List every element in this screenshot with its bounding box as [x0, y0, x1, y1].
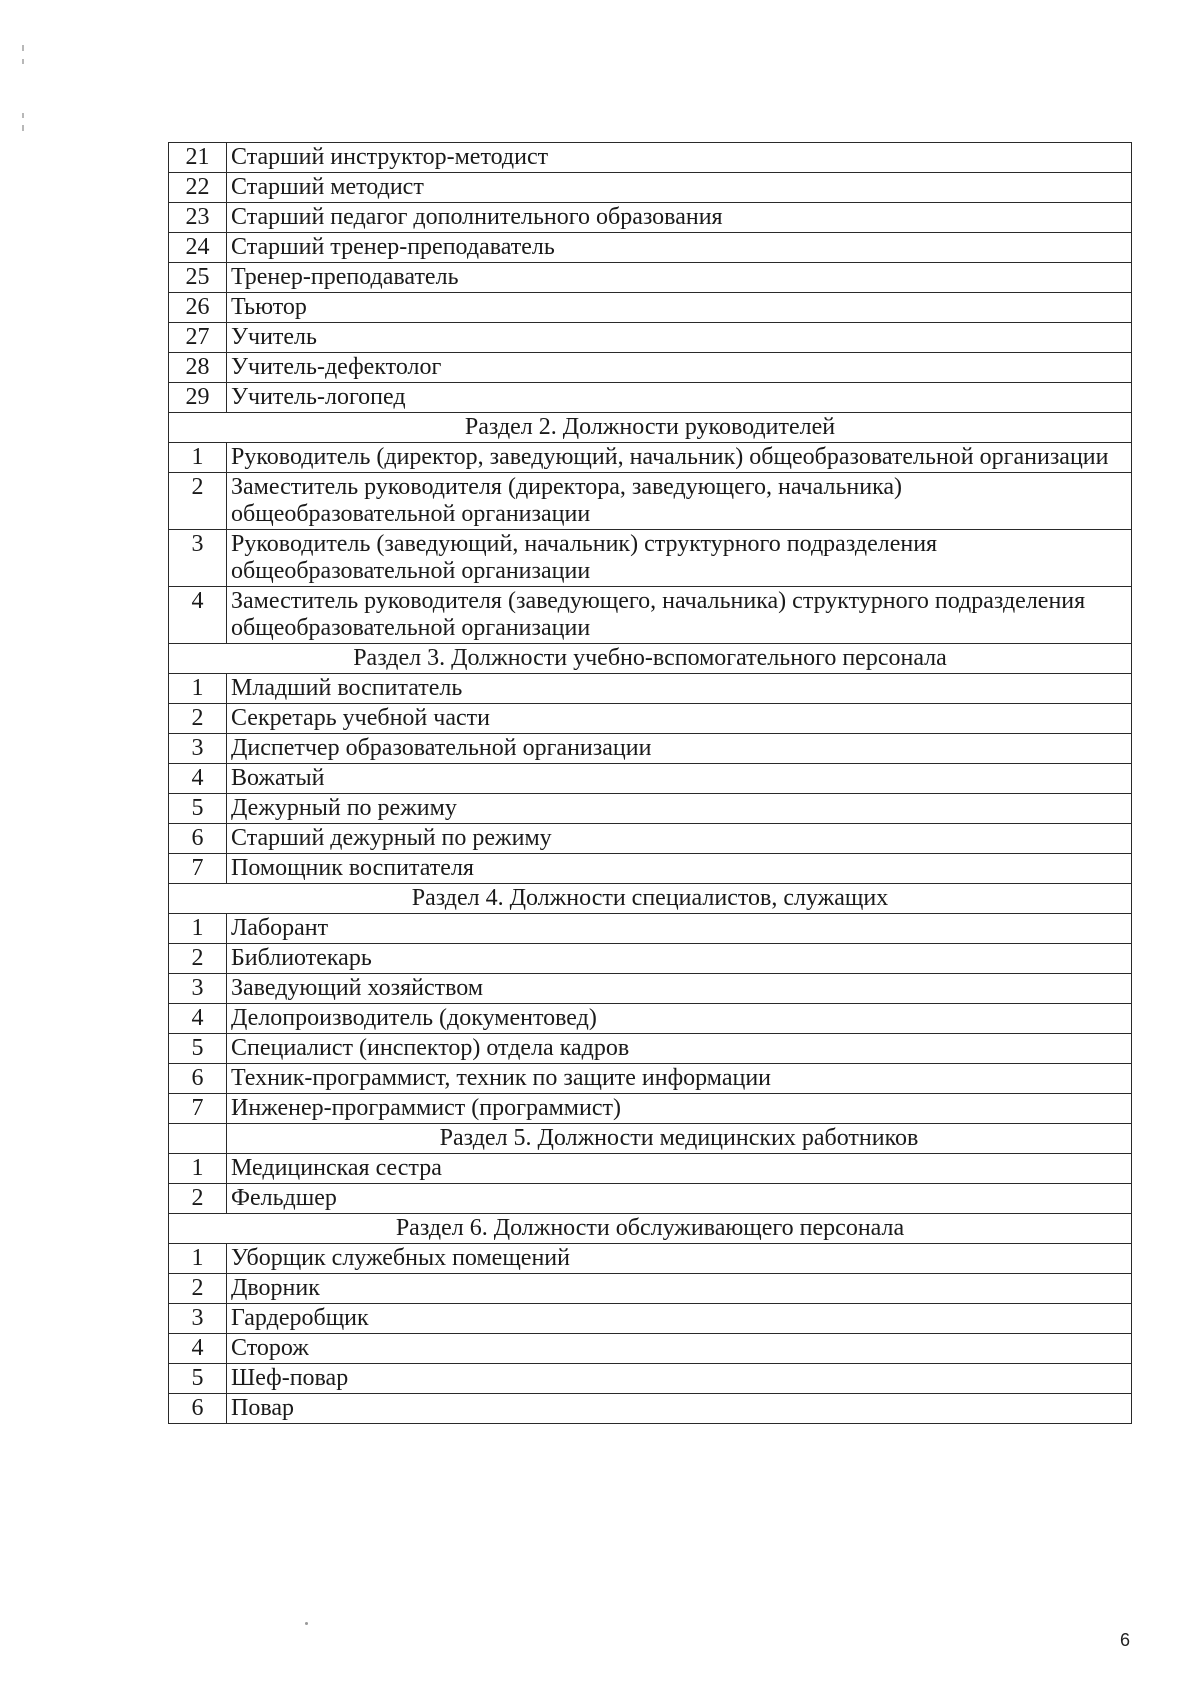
- row-number: 21: [169, 143, 227, 173]
- row-number: 26: [169, 293, 227, 323]
- position-name: Уборщик служебных помещений: [227, 1244, 1132, 1274]
- row-number: 6: [169, 824, 227, 854]
- table-row: [169, 1364, 1132, 1394]
- row-number: 2: [169, 473, 227, 530]
- table-row: [169, 1184, 1132, 1214]
- position-name: Техник-программист, техник по защите информации: [227, 1064, 1132, 1094]
- row-number: 3: [169, 1304, 227, 1334]
- table-row: [169, 293, 1132, 323]
- row-number: 5: [169, 1364, 227, 1394]
- position-name: Помощник воспитателя: [227, 854, 1132, 884]
- table-row: [169, 143, 1132, 173]
- position-name: Руководитель (заведующий, начальник) структурного подразделения общеобразовательной организации: [227, 530, 1132, 587]
- table-row: [169, 914, 1132, 944]
- position-name: Заместитель руководителя (заведующего, начальника) структурного подразделения общеобразовательной организации: [227, 587, 1132, 644]
- row-number: 5: [169, 1034, 227, 1064]
- row-number-empty: [169, 1124, 227, 1154]
- row-number: 27: [169, 323, 227, 353]
- row-number: 2: [169, 944, 227, 974]
- section-header-row: [169, 413, 1132, 443]
- table-row: [169, 443, 1132, 473]
- position-name: Шеф-повар: [227, 1364, 1132, 1394]
- table-row: [169, 587, 1132, 644]
- position-name: Учитель-дефектолог: [227, 353, 1132, 383]
- table-row: [169, 263, 1132, 293]
- scan-speck: [305, 1622, 308, 1625]
- position-name: Заместитель руководителя (директора, заведующего, начальника) общеобразовательной организации: [227, 473, 1132, 530]
- row-number: 24: [169, 233, 227, 263]
- position-name: Дворник: [227, 1274, 1132, 1304]
- page-number: 6: [1120, 1630, 1131, 1650]
- section-title: Раздел 5. Должности медицинских работников: [227, 1124, 1132, 1154]
- table-row: [169, 203, 1132, 233]
- scan-artifact: [22, 45, 26, 135]
- table-row: [169, 353, 1132, 383]
- position-name: Тьютор: [227, 293, 1132, 323]
- row-number: 3: [169, 974, 227, 1004]
- position-name: Учитель: [227, 323, 1132, 353]
- table-row: [169, 974, 1132, 1004]
- table-row: [169, 1304, 1132, 1334]
- row-number: 22: [169, 173, 227, 203]
- position-name: Повар: [227, 1394, 1132, 1424]
- position-name: Инженер-программист (программист): [227, 1094, 1132, 1124]
- table-row: [169, 704, 1132, 734]
- positions-table: [168, 142, 1132, 1424]
- table-row: [169, 530, 1132, 587]
- position-name: Старший дежурный по режиму: [227, 824, 1132, 854]
- table-row: [169, 1094, 1132, 1124]
- section-title: Раздел 3. Должности учебно-вспомогательного персонала: [169, 644, 1132, 674]
- table-row: [169, 1064, 1132, 1094]
- position-name: Делопроизводитель (документовед): [227, 1004, 1132, 1034]
- position-name: Секретарь учебной части: [227, 704, 1132, 734]
- table-row: [169, 674, 1132, 704]
- position-name: Старший тренер-преподаватель: [227, 233, 1132, 263]
- row-number: 5: [169, 794, 227, 824]
- position-name: Дежурный по режиму: [227, 794, 1132, 824]
- position-name: Руководитель (директор, заведующий, начальник) общеобразовательной организации: [227, 443, 1132, 473]
- position-name: Сторож: [227, 1334, 1132, 1364]
- position-name: Старший инструктор-методист: [227, 143, 1132, 173]
- position-name: Учитель-логопед: [227, 383, 1132, 413]
- row-number: 7: [169, 854, 227, 884]
- row-number: 4: [169, 764, 227, 794]
- table-row: [169, 794, 1132, 824]
- row-number: 25: [169, 263, 227, 293]
- table-row: [169, 383, 1132, 413]
- row-number: 1: [169, 443, 227, 473]
- row-number: 4: [169, 587, 227, 644]
- row-number: 4: [169, 1334, 227, 1364]
- row-number: 23: [169, 203, 227, 233]
- position-name: Старший педагог дополнительного образования: [227, 203, 1132, 233]
- row-number: 2: [169, 1274, 227, 1304]
- table-row: [169, 734, 1132, 764]
- position-name: Библиотекарь: [227, 944, 1132, 974]
- position-name: Заведующий хозяйством: [227, 974, 1132, 1004]
- row-number: 1: [169, 1244, 227, 1274]
- row-number: 1: [169, 914, 227, 944]
- table-row: [169, 944, 1132, 974]
- table-row: [169, 173, 1132, 203]
- table-row: [169, 1154, 1132, 1184]
- table-row: [169, 1004, 1132, 1034]
- table-row: [169, 1334, 1132, 1364]
- row-number: 1: [169, 1154, 227, 1184]
- section-title: Раздел 4. Должности специалистов, служащих: [169, 884, 1132, 914]
- table-row: [169, 1394, 1132, 1424]
- table-row: [169, 473, 1132, 530]
- positions-table-body: [169, 143, 1132, 1424]
- row-number: 6: [169, 1394, 227, 1424]
- row-number: 4: [169, 1004, 227, 1034]
- section-header-row: [169, 1214, 1132, 1244]
- table-row: [169, 854, 1132, 884]
- position-name: Старший методист: [227, 173, 1132, 203]
- position-name: Специалист (инспектор) отдела кадров: [227, 1034, 1132, 1064]
- row-number: 6: [169, 1064, 227, 1094]
- row-number: 3: [169, 530, 227, 587]
- table-row: [169, 764, 1132, 794]
- row-number: 7: [169, 1094, 227, 1124]
- section-header-row: [169, 1124, 1132, 1154]
- position-name: Тренер-преподаватель: [227, 263, 1132, 293]
- row-number: 1: [169, 674, 227, 704]
- position-name: Младший воспитатель: [227, 674, 1132, 704]
- position-name: Диспетчер образовательной организации: [227, 734, 1132, 764]
- position-name: Гардеробщик: [227, 1304, 1132, 1334]
- row-number: 3: [169, 734, 227, 764]
- section-title: Раздел 2. Должности руководителей: [169, 413, 1132, 443]
- section-header-row: [169, 644, 1132, 674]
- section-header-row: [169, 884, 1132, 914]
- row-number: 2: [169, 1184, 227, 1214]
- row-number: 2: [169, 704, 227, 734]
- table-row: [169, 1244, 1132, 1274]
- table-row: [169, 233, 1132, 263]
- position-name: Вожатый: [227, 764, 1132, 794]
- table-row: [169, 824, 1132, 854]
- row-number: 28: [169, 353, 227, 383]
- table-row: [169, 1274, 1132, 1304]
- position-name: Лаборант: [227, 914, 1132, 944]
- section-title: Раздел 6. Должности обслуживающего персонала: [169, 1214, 1132, 1244]
- position-name: Медицинская сестра: [227, 1154, 1132, 1184]
- table-row: [169, 1034, 1132, 1064]
- row-number: 29: [169, 383, 227, 413]
- table-row: [169, 323, 1132, 353]
- position-name: Фельдшер: [227, 1184, 1132, 1214]
